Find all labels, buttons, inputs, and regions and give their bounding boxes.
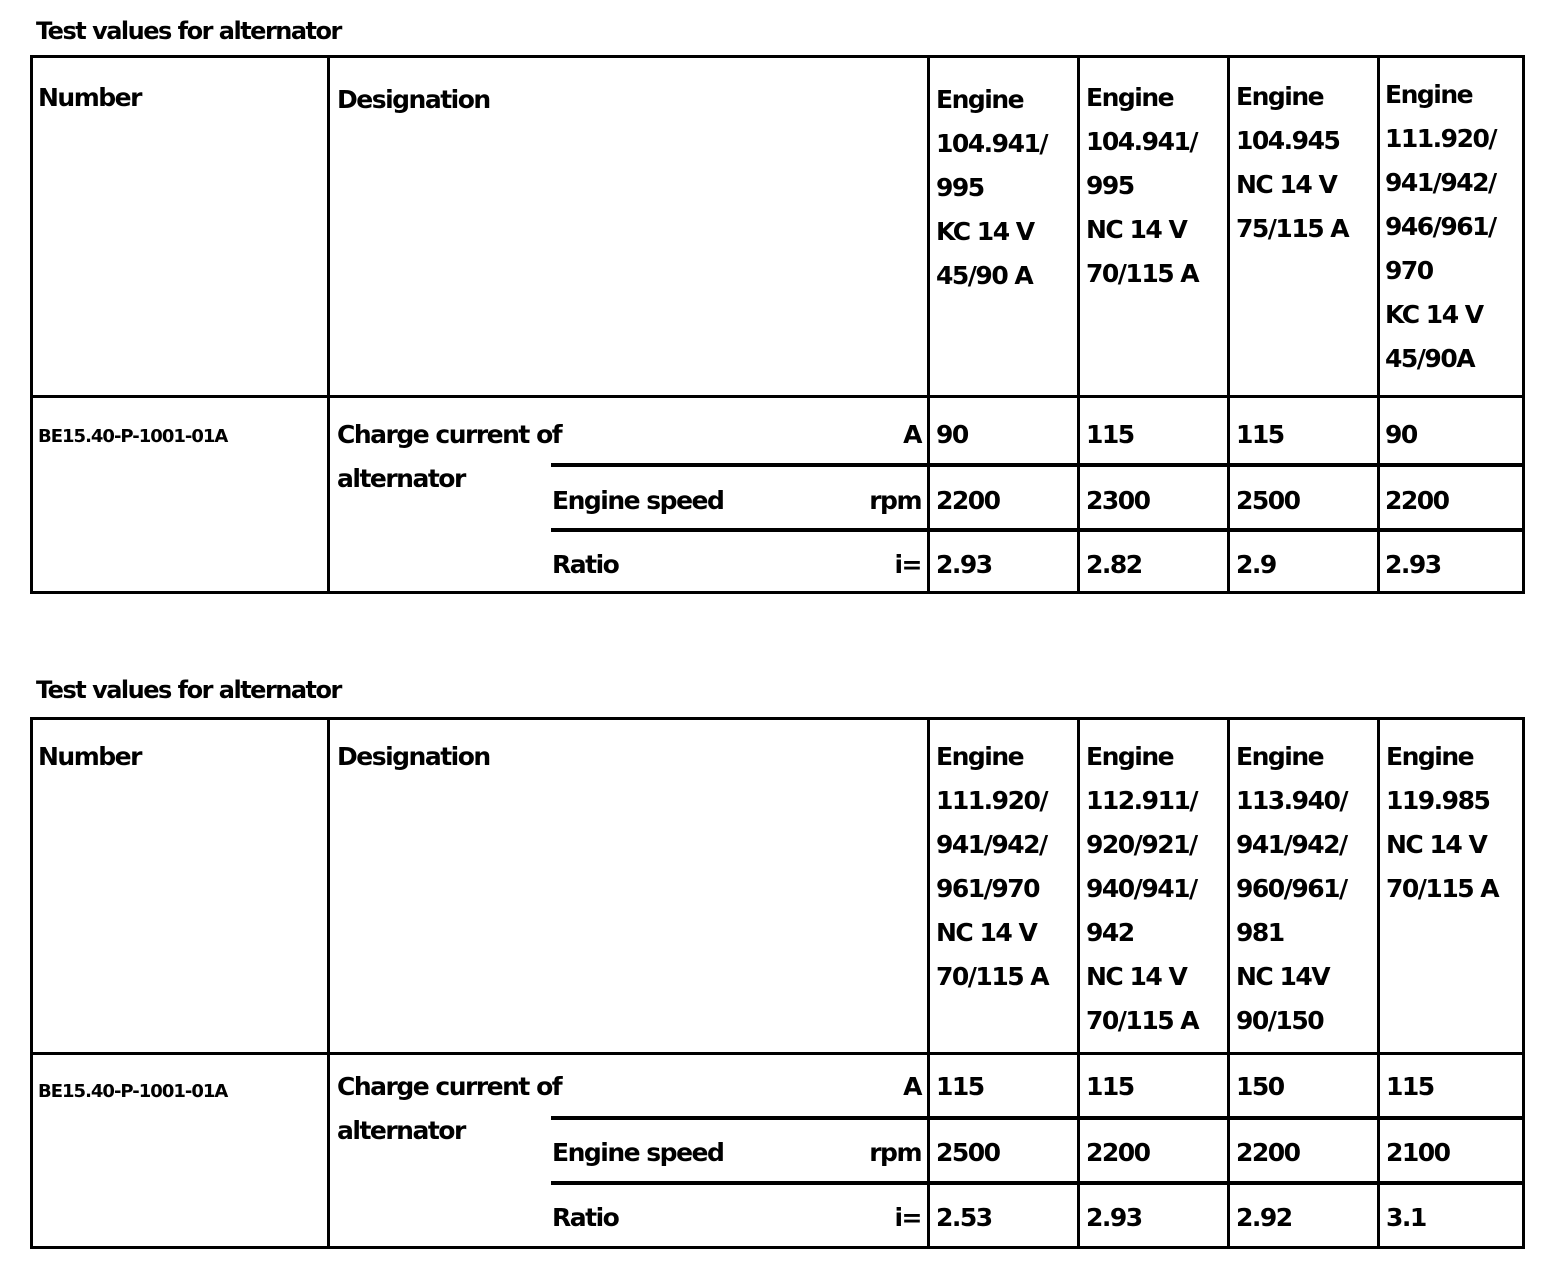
row-divider [551,1181,1522,1185]
header-number: Number [38,83,141,112]
column-divider [927,58,930,591]
column-divider [1377,720,1380,1246]
table-title: Test values for alternator [36,676,341,704]
unit-label: i= [894,1203,921,1232]
value-cell: 2200 [1236,1138,1300,1167]
column-divider [1077,58,1080,591]
value-cell: 2.9 [1236,550,1276,579]
row-number: BE15.40-P-1001-01A [38,1081,228,1102]
header-engine: Engine 111.920/ 941/942/ 946/961/ 970 KC 14 V 45/90A [1385,80,1496,373]
row-divider [551,463,1522,467]
column-divider [1227,58,1230,591]
value-cell: 2.92 [1236,1203,1292,1232]
header-divider [33,395,1522,398]
value-cell: 115 [1086,1072,1134,1101]
value-cell: 2500 [936,1138,1000,1167]
sub-row-label: Engine speed [552,486,724,515]
column-divider [1077,720,1080,1246]
row-divider [551,1116,1522,1120]
unit-label: i= [894,550,921,579]
value-cell: 2100 [1386,1138,1450,1167]
header-designation: Designation [337,742,490,771]
column-divider [927,720,930,1246]
value-cell: 2500 [1236,486,1300,515]
value-cell: 115 [1386,1072,1434,1101]
column-divider [1377,58,1380,591]
unit-label: rpm [869,486,921,515]
row-divider [551,528,1522,532]
header-engine: Engine 111.920/ 941/942/ 961/970 NC 14 V 70/115 A [936,742,1049,991]
header-engine: Engine 104.941/ 995 KC 14 V 45/90 A [936,85,1047,290]
value-cell: 3.1 [1386,1203,1426,1232]
unit-label: rpm [869,1138,921,1167]
value-cell: 2.93 [1086,1203,1142,1232]
value-cell: 115 [1236,420,1284,449]
value-cell: 2.53 [936,1203,992,1232]
header-divider [33,1052,1522,1055]
value-cell: 2200 [936,486,1000,515]
row-number: BE15.40-P-1001-01A [38,426,228,447]
column-divider [327,58,330,591]
header-designation: Designation [337,85,490,114]
value-cell: 150 [1236,1072,1284,1101]
table-title: Test values for alternator [36,17,341,45]
sub-row-label: Ratio [552,1203,619,1232]
header-engine: Engine 113.940/ 941/942/ 960/961/ 981 NC 14V 90/150 [1236,742,1347,1035]
header-engine: Engine 119.985 NC 14 V 70/115 A [1386,742,1499,903]
unit-label: A [903,420,921,449]
row-designation: Charge current of alternator [337,420,562,493]
header-engine: Engine 104.945 NC 14 V 75/115 A [1236,82,1349,243]
value-cell: 2.82 [1086,550,1142,579]
header-number: Number [38,742,141,771]
value-cell: 90 [936,420,968,449]
column-divider [327,720,330,1246]
value-cell: 115 [936,1072,984,1101]
column-divider [1227,720,1230,1246]
alternator-test-table [30,717,1525,1249]
value-cell: 2200 [1385,486,1449,515]
value-cell: 2.93 [936,550,992,579]
row-designation: Charge current of alternator [337,1072,562,1145]
value-cell: 115 [1086,420,1134,449]
value-cell: 2.93 [1385,550,1441,579]
header-engine: Engine 112.911/ 920/921/ 940/941/ 942 NC 14 V 70/115 A [1086,742,1199,1035]
header-engine: Engine 104.941/ 995 NC 14 V 70/115 A [1086,83,1199,288]
value-cell: 90 [1385,420,1417,449]
value-cell: 2300 [1086,486,1150,515]
sub-row-label: Ratio [552,550,619,579]
alternator-test-table [30,55,1525,594]
unit-label: A [903,1072,921,1101]
sub-row-label: Engine speed [552,1138,724,1167]
value-cell: 2200 [1086,1138,1150,1167]
